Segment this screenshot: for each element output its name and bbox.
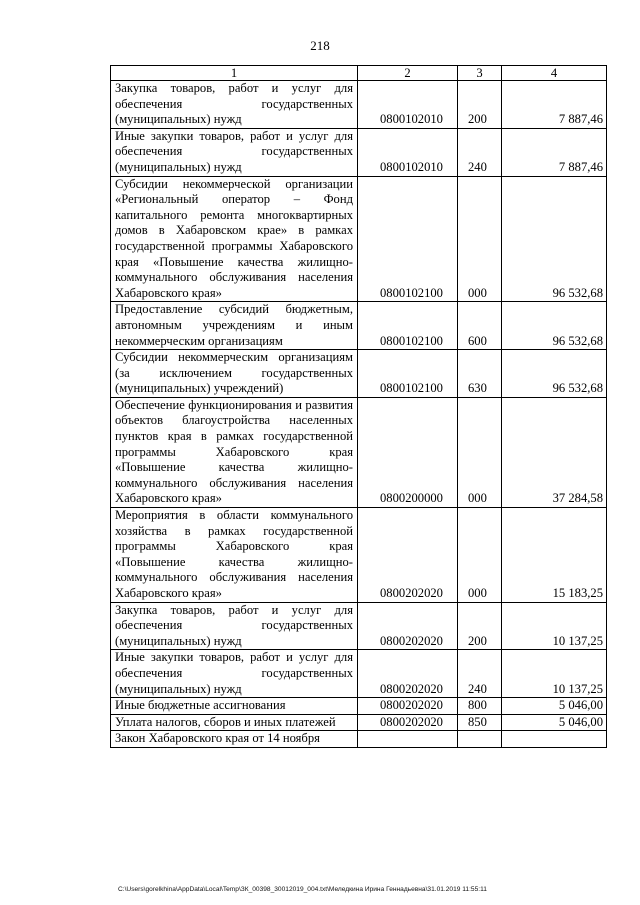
row-code: 0800102100 [358,302,458,350]
row-type: 200 [458,602,502,650]
table-row [111,508,607,603]
row-type: 000 [458,508,502,603]
row-name: Закон Хабаровского края от 14 ноября [111,731,358,748]
table-row [111,698,607,715]
table-row [111,397,607,507]
row-amount: 37 284,58 [502,397,607,507]
row-type: 600 [458,302,502,350]
row-amount: 5 046,00 [502,698,607,715]
row-amount: 96 532,68 [502,350,607,398]
row-type: 800 [458,698,502,715]
row-amount: 96 532,68 [502,302,607,350]
header-row [111,66,607,81]
row-code: 0800202020 [358,714,458,731]
row-name: Предоставление субсидий бюджетным, автономным учреждениям и иным некоммерческим организациям [111,302,358,350]
row-code: 0800102100 [358,176,458,302]
table-row [111,731,607,748]
row-code: 0800102100 [358,350,458,398]
row-name: Обеспечение функционирования и развития объектов благоустройства населенных пунктов края в рамках государственной программы Хабаровского края «Повышение качества жилищно-коммунального обслуживания населения Хабаровского края» [111,397,358,507]
table-row [111,602,607,650]
row-name: Субсидии некоммерческой организации «Региональный оператор – Фонд капитального ремонта многоквартирных домов в Хабаровском крае» в рамках государственной программы Хабаровского края «Повышение качества жилищно-коммунального обслуживания населения Хабаровского края» [111,176,358,302]
row-amount: 7 887,46 [502,81,607,129]
table-row [111,650,607,698]
table-row [111,302,607,350]
row-type: 240 [458,650,502,698]
budget-table [110,65,607,748]
table-row [111,350,607,398]
row-amount: 10 137,25 [502,650,607,698]
row-name: Уплата налогов, сборов и иных платежей [111,714,358,731]
row-code: 0800102010 [358,128,458,176]
row-code: 0800202020 [358,602,458,650]
header-col-2: 2 [358,66,458,81]
page-number: 218 [310,38,330,53]
header-col-1: 1 [111,66,358,81]
table-row [111,81,607,129]
row-type: 850 [458,714,502,731]
row-amount: 5 046,00 [502,714,607,731]
row-code: 0800200000 [358,397,458,507]
row-code [358,731,458,748]
row-type: 200 [458,81,502,129]
row-name: Иные бюджетные ассигнования [111,698,358,715]
row-type: 000 [458,397,502,507]
table-row [111,128,607,176]
row-code: 0800202020 [358,650,458,698]
row-code: 0800202020 [358,698,458,715]
file-path-footer: C:\Users\gorelkhina\AppData\Local\Temp\ЗК_00398_30012019_004.txt\Меледкина Ирина Геннадьевна\31.01.2019 11:55:11 [118,886,487,893]
header-col-3: 3 [458,66,502,81]
row-code: 0800102010 [358,81,458,129]
row-amount: 10 137,25 [502,602,607,650]
row-type [458,731,502,748]
row-name: Иные закупки товаров, работ и услуг для обеспечения государственных (муниципальных) нужд [111,128,358,176]
row-name: Закупка товаров, работ и услуг для обеспечения государственных (муниципальных) нужд [111,602,358,650]
row-type: 000 [458,176,502,302]
table-row [111,176,607,302]
row-name: Иные закупки товаров, работ и услуг для обеспечения государственных (муниципальных) нужд [111,650,358,698]
row-type: 630 [458,350,502,398]
row-name: Мероприятия в области коммунального хозяйства в рамках государственной программы Хабаровского края «Повышение качества жилищно-коммунального обслуживания населения Хабаровского края» [111,508,358,603]
row-code: 0800202020 [358,508,458,603]
row-name: Субсидии некоммерческим организациям (за исключением государственных (муниципальных) учреждений) [111,350,358,398]
table-row [111,714,607,731]
row-amount [502,731,607,748]
row-type: 240 [458,128,502,176]
header-col-4: 4 [502,66,607,81]
row-amount: 15 183,25 [502,508,607,603]
row-amount: 7 887,46 [502,128,607,176]
row-amount: 96 532,68 [502,176,607,302]
row-name: Закупка товаров, работ и услуг для обеспечения государственных (муниципальных) нужд [111,81,358,129]
